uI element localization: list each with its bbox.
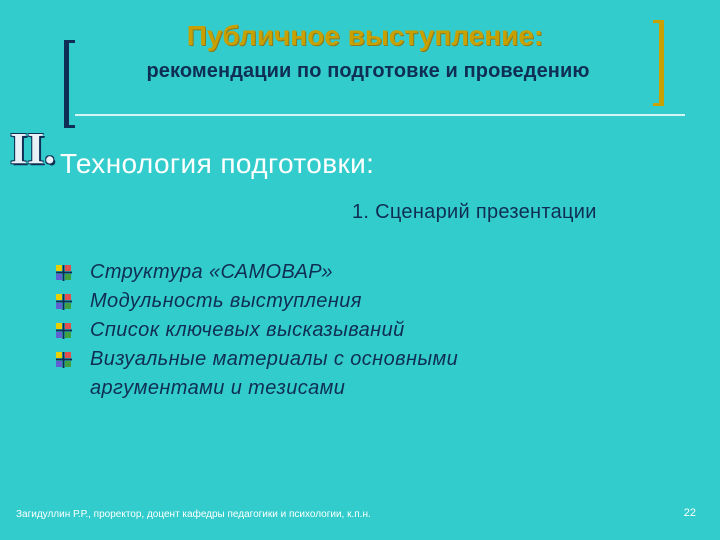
left-bracket-decoration	[64, 40, 75, 128]
page-number: 22	[683, 507, 696, 519]
bullet-icon	[56, 265, 72, 281]
bullet-text: Структура «САМОВАР»	[90, 261, 333, 283]
list-item	[56, 258, 696, 287]
bullet-list	[56, 258, 696, 403]
list-item	[56, 316, 696, 345]
bullet-text: Визуальные материалы с основными аргументами и тезисами	[90, 348, 459, 399]
slide-subtitle: рекомендации по подготовке и проведению	[146, 60, 590, 82]
section-subheading: 1. Сценарий презентации	[352, 201, 597, 223]
bullet-icon	[56, 323, 72, 339]
slide-title: Публичное выступление:	[186, 20, 544, 51]
section-numeral: II.	[10, 124, 56, 173]
footer-author: Загидуллин Р.Р., проректор, доцент кафедры педагогики и психологии, к.п.н.	[16, 509, 371, 520]
bullet-icon	[56, 352, 72, 368]
bullet-text: Модульность выступления	[90, 290, 362, 312]
list-item	[56, 287, 696, 316]
bullet-text: Список ключевых высказываний	[90, 319, 405, 341]
list-item	[56, 345, 570, 403]
bullet-icon	[56, 294, 72, 310]
header-divider	[75, 114, 685, 116]
section-heading: Технология подготовки:	[60, 148, 375, 179]
